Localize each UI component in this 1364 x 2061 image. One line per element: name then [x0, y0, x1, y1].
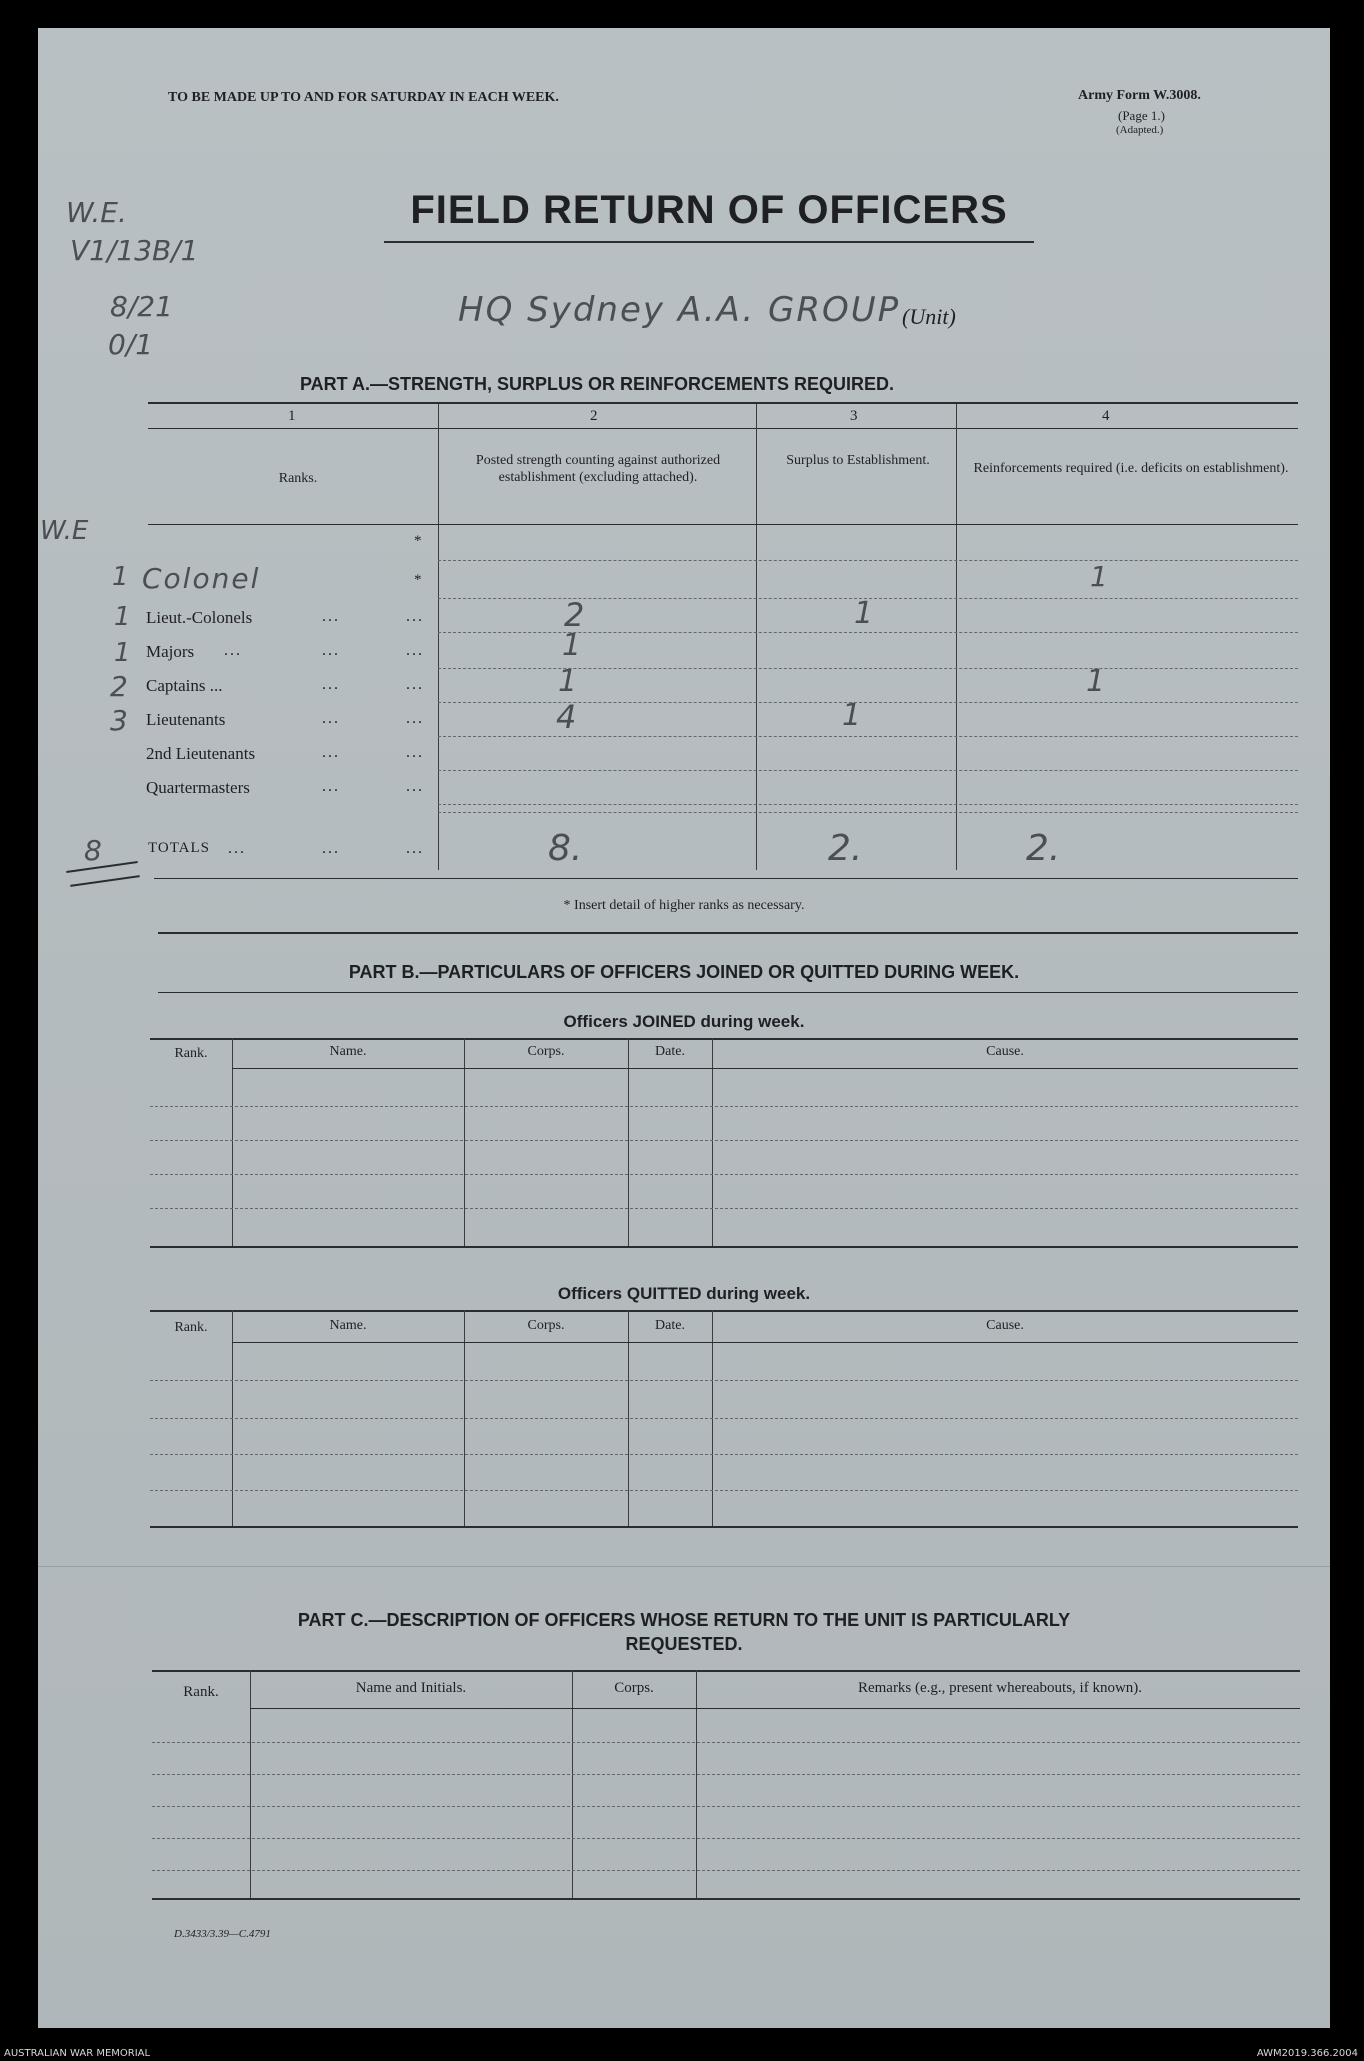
joined-bottom-rule: [150, 1246, 1298, 1248]
col-number-rule: [148, 428, 1298, 429]
part-c-heading-line2: REQUESTED.: [625, 1634, 743, 1654]
joined-row-rule: [150, 1106, 1298, 1107]
joined-col-cause: Cause.: [986, 1044, 1024, 1059]
annotation-code: 0/1: [108, 328, 154, 361]
quitted-title: Officers QUITTED during week.: [557, 1284, 811, 1303]
page-title: FIELD RETURN OF OFFICERS: [410, 188, 1008, 232]
row-marker: ...: [406, 778, 424, 795]
totals-rule: [154, 878, 1298, 879]
part-c-top-rule: [152, 1670, 1300, 1672]
part-c-row-rule: [152, 1870, 1300, 1871]
col-number-2: 2: [590, 408, 598, 424]
part-a-bottom-rule: [158, 932, 1298, 934]
rank-label: Colonel: [142, 562, 261, 595]
row-rule: [438, 770, 1298, 771]
posted-value: 1: [562, 628, 582, 663]
footer-credit: AUSTRALIAN WAR MEMORIAL: [4, 2048, 151, 2059]
form-number: Army Form W.3008.: [1078, 88, 1201, 103]
col-number-4: 4: [1102, 408, 1110, 424]
we-count: 1: [114, 602, 131, 632]
part-c-row-rule: [152, 1838, 1300, 1839]
part-b-rule: [158, 992, 1298, 993]
col-head-ranks: Ranks.: [278, 471, 318, 486]
rank-label: 2nd Lieutenants: [146, 744, 256, 763]
quitted-col-cause: Cause.: [986, 1318, 1024, 1333]
totals-label: TOTALS: [148, 840, 211, 856]
quitted-col-date: Date.: [655, 1318, 685, 1333]
total-underline: [66, 861, 138, 873]
part-c-col-rank: Rank.: [183, 1684, 219, 1700]
joined-divider: [712, 1038, 713, 1246]
part-c-row-rule: [152, 1806, 1300, 1807]
row-marker: *: [414, 572, 422, 588]
joined-row-rule: [150, 1208, 1298, 1209]
total-underline: [70, 875, 140, 887]
joined-divider: [232, 1038, 233, 1246]
reinf-value: 1: [1086, 664, 1106, 699]
quitted-row-rule: [150, 1418, 1298, 1419]
part-c-bottom-rule: [152, 1898, 1300, 1900]
part-c-divider: [250, 1670, 251, 1898]
posted-value: 2: [564, 596, 585, 634]
page-number: (Page 1.): [1118, 108, 1165, 123]
quitted-col-corps: Corps.: [527, 1318, 565, 1333]
rank-label: Captains ...: [146, 676, 223, 695]
we-side-note: W.E: [40, 516, 89, 546]
row-rule: [438, 560, 1298, 561]
part-c-col-name: Name and Initials.: [355, 1680, 467, 1696]
footer-accession: AWM2019.366.2004: [1256, 2048, 1358, 2059]
joined-col-corps: Corps.: [527, 1044, 565, 1059]
row-marker: ...: [406, 642, 424, 659]
row-marker: ...: [406, 710, 424, 727]
row-marker: ...: [406, 744, 424, 761]
joined-col-rank: Rank.: [174, 1046, 208, 1061]
quitted-bottom-rule: [150, 1526, 1298, 1528]
surplus-value: 1: [842, 698, 862, 733]
unit-value: HQ Sydney A.A. GROUP: [458, 290, 901, 330]
part-c-divider: [572, 1670, 573, 1898]
rank-label: Quartermasters: [146, 778, 250, 797]
col-head-rule: [148, 524, 1298, 525]
we-count: 3: [110, 704, 128, 737]
part-c-col-remarks: Remarks (e.g., present whereabouts, if known).: [857, 1680, 1143, 1696]
footnote: * Insert detail of higher ranks as necessary.: [563, 898, 805, 913]
annotation-we: W.E.: [66, 196, 127, 229]
joined-head-rule: [232, 1068, 1298, 1069]
row-marker: ...: [406, 608, 424, 625]
quitted-row-rule: [150, 1380, 1298, 1381]
col-head-surplus: Surplus to Establishment.: [786, 453, 930, 468]
rank-label: Lieutenants: [146, 710, 226, 729]
part-a-heading: PART A.—STRENGTH, SURPLUS OR REINFORCEMENTS REQUIRED.: [300, 374, 895, 394]
part-a-divider-3: [956, 404, 957, 870]
quitted-row-rule: [150, 1490, 1298, 1491]
posted-value: 1: [558, 664, 578, 699]
part-c-head-rule: [250, 1708, 1300, 1709]
total-reinf: 2.: [1026, 828, 1061, 869]
part-a-top-rule: [148, 402, 1298, 404]
annotation-date: 8/21: [110, 290, 173, 323]
form-sheet: TO BE MADE UP TO AND FOR SATURDAY IN EACH WEEK. Army Form W.3008. (Page 1.) (Adapted.) W.E. V1/13B/1 8/21 0/1 FIELD RETURN OF OFFICERS HQ Sydney A.A. GROUP (Unit) PART A.—STRENGTH, SURPLUS OR REINFORCEMENTS REQUIRED. 1 2 3 4 Ranks. Posted strength counting against authorized establishment (excluding attached). Surplus to Establishment. Reinforcements required (i.e. deficits on establishment). W.E * 1 Colonel * 1 1 Lieut.-Colonels ... ... 2 1 1 Majors ... ... ... 1 2 Captains ... ... ... 1 1 3 Lieutenants ... ... 4 1 2nd Lieutenants ... ... Quartermasters ... ... 8 TOTALS ... ... ... 8. 2. 2. * Insert detail of higher ranks as necessary. PART B.—PARTICULARS OF OFFICERS JOINED OR QUITTED DURING WEEK. Officers JOINED during week. Rank. Name. Corps. Date. Cause. Officers QUITTED during week. Rank. Name. Corps. Date. Cause. PART C.—DESCRIPTION OF OFFICERS WHOSE RETURN TO THE UNIT IS PARTICULARLY REQUESTED. Rank. Name and Initials. Corps. Remarks (e.g., present whereabouts, if known). D.3433/3.39—C.4791: [38, 28, 1330, 2028]
we-total: 8: [84, 834, 102, 867]
col-number-1: 1: [288, 408, 296, 424]
joined-row-rule: [150, 1174, 1298, 1175]
rank-label: Majors: [146, 642, 195, 661]
row-rule: [438, 736, 1298, 737]
part-c-col-corps: Corps.: [614, 1680, 654, 1696]
row-rule: [438, 812, 1298, 813]
instruction-text: TO BE MADE UP TO AND FOR SATURDAY IN EACH WEEK.: [168, 90, 559, 105]
part-c-row-rule: [152, 1774, 1300, 1775]
total-posted: 8.: [548, 828, 583, 869]
part-b-heading: PART B.—PARTICULARS OF OFFICERS JOINED OR QUITTED DURING WEEK.: [348, 962, 1020, 982]
unit-label: (Unit): [902, 304, 956, 329]
we-count: 2: [110, 670, 128, 703]
col-head-posted: Posted strength counting against authorized establishment (excluding attached).: [475, 453, 721, 485]
posted-value: 4: [556, 698, 577, 736]
quitted-top-rule: [150, 1310, 1298, 1312]
col-head-reinforcements: Reinforcements required (i.e. deficits on establishment).: [973, 461, 1289, 476]
part-c-heading-line1: PART C.—DESCRIPTION OF OFFICERS WHOSE RETURN TO THE UNIT IS PARTICULARLY: [297, 1610, 1071, 1630]
adapted-note: (Adapted.): [1116, 124, 1164, 136]
annotation-ref: V1/13B/1: [70, 234, 199, 267]
quitted-col-name: Name.: [329, 1318, 367, 1333]
row-marker: ...: [406, 676, 424, 693]
joined-top-rule: [150, 1038, 1298, 1040]
part-c-divider: [696, 1670, 697, 1898]
col-number-3: 3: [850, 408, 858, 424]
joined-row-rule: [150, 1140, 1298, 1141]
quitted-col-rank: Rank.: [174, 1320, 208, 1335]
quitted-row-rule: [150, 1454, 1298, 1455]
total-surplus: 2.: [828, 828, 863, 869]
rank-label: Lieut.-Colonels: [146, 608, 253, 627]
part-a-divider-1: [438, 404, 439, 870]
fold-crease: [38, 1566, 1330, 1567]
joined-title: Officers JOINED during week.: [563, 1012, 805, 1031]
joined-col-name: Name.: [329, 1044, 367, 1059]
quitted-head-rule: [232, 1342, 1298, 1343]
reinf-value: 1: [1090, 560, 1108, 593]
surplus-value: 1: [854, 596, 874, 631]
part-c-row-rule: [152, 1742, 1300, 1743]
we-count: 1: [112, 562, 129, 592]
print-reference: D.3433/3.39—C.4791: [174, 1928, 271, 1940]
joined-col-date: Date.: [655, 1044, 685, 1059]
joined-divider: [628, 1038, 629, 1246]
row-rule: [438, 804, 1298, 805]
row-marker: *: [414, 533, 422, 549]
joined-divider: [464, 1038, 465, 1246]
title-underline: [384, 241, 1034, 243]
we-count: 1: [114, 638, 131, 668]
part-a-divider-2: [756, 404, 757, 870]
